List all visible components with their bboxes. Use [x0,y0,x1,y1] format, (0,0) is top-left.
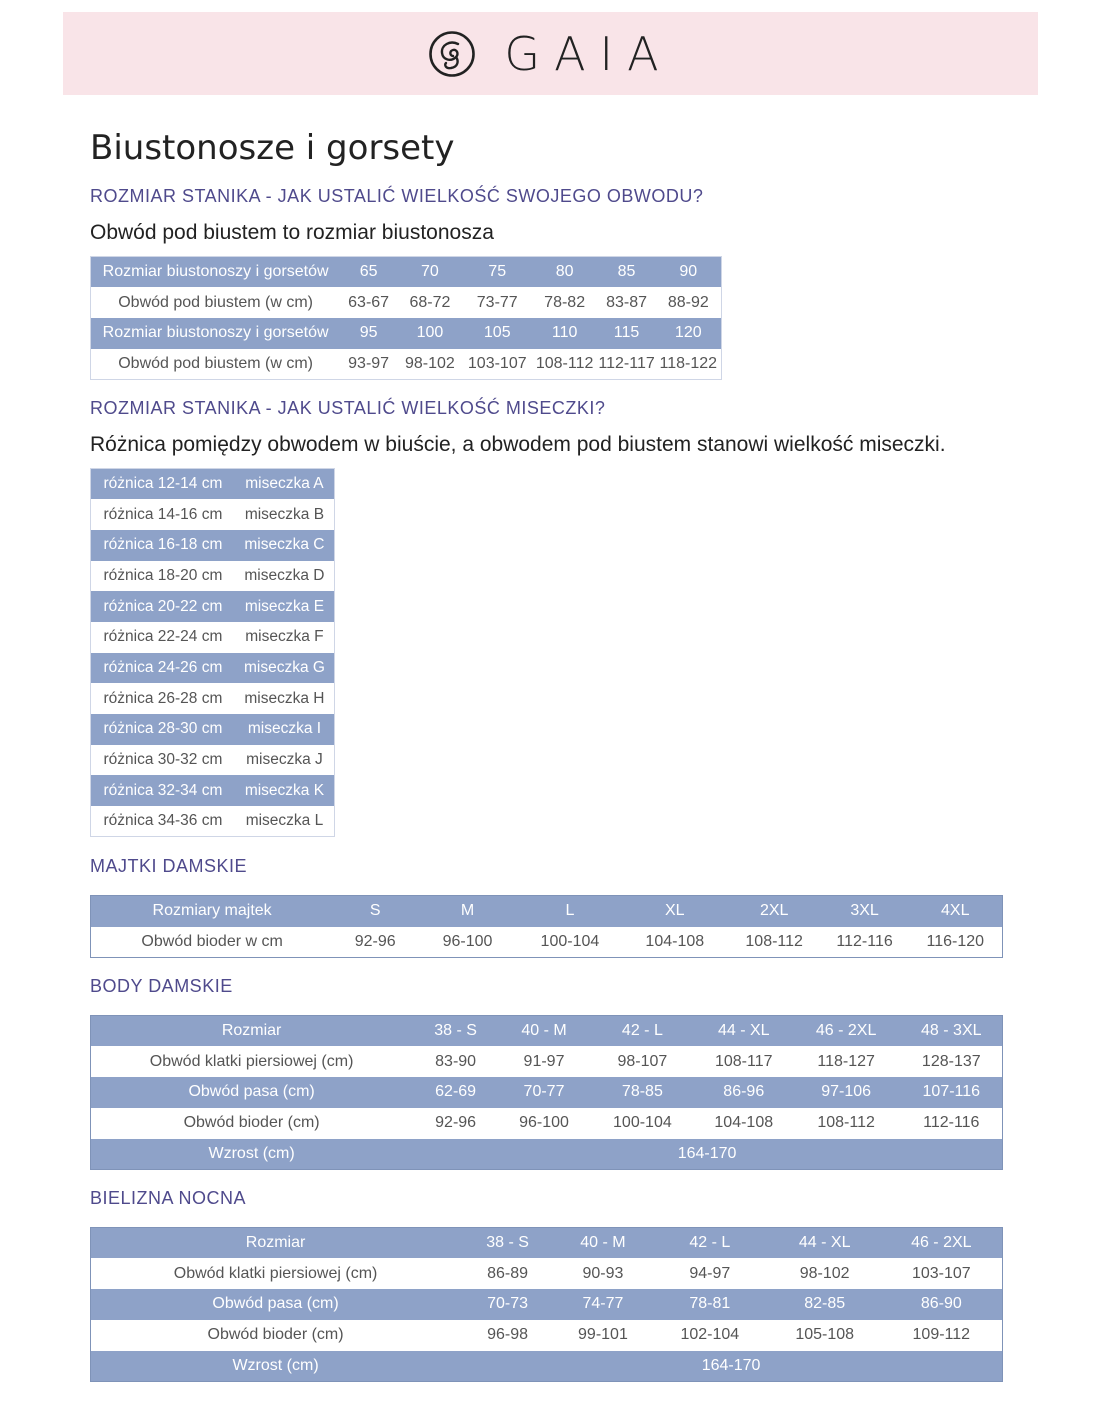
bielizna-table-cell: Obwód klatki piersiowej (cm) [91,1258,461,1289]
bra-table-cell: 112-117 [598,349,656,380]
gaia-swirl-logo-icon [428,30,476,78]
body-table-row [91,1016,1003,1047]
bielizna-table-cell: 96-98 [460,1320,555,1351]
bielizna-table-cell: 90-93 [555,1258,651,1289]
body-table-cell: 78-85 [589,1077,696,1108]
majtki-heading: MAJTKI DAMSKIE [90,856,248,876]
cup-table-cell: różnica 16-18 cm [91,530,235,561]
body-table-cell: 104-108 [696,1108,792,1139]
majtki-table-row [91,896,1003,927]
majtki-table-cell: 96-100 [417,927,518,958]
bielizna-table-height-value: 164-170 [460,1351,1002,1382]
bielizna-table-cell: 109-112 [881,1320,1003,1351]
cup-table-cell: różnica 30-32 cm [91,745,235,776]
bra-table-cell: 93-97 [340,349,397,380]
cup-section-lead: Różnica pomiędzy obwodem w biuście, a obwodem pod biustem stanowi wielkość miseczki. [90,433,946,456]
bielizna-size-table [90,1227,1003,1382]
bielizna-table-height-label: Wzrost (cm) [91,1351,461,1382]
cup-size-table-body [91,469,335,837]
cup-table-cell: różnica 20-22 cm [91,591,235,622]
brand-header [63,12,1038,95]
body-table-height-value: 164-170 [412,1139,1002,1170]
majtki-table-cell: L [518,896,622,927]
bra-table-cell: 105 [463,318,532,349]
body-table-cell: 97-106 [792,1077,901,1108]
body-table-cell: 91-97 [499,1046,589,1077]
cup-section-heading: ROZMIAR STANIKA - JAK USTALIĆ WIELKOŚĆ MISECZKI? [90,398,606,418]
bra-table-cell: 90 [656,257,722,288]
body-table-cell: 42 - L [589,1016,696,1047]
bra-table-cell: 83-87 [598,287,656,318]
bielizna-table-cell: Obwód pasa (cm) [91,1289,461,1320]
majtki-table-cell: 4XL [909,896,1003,927]
body-table-cell: Obwód bioder (cm) [91,1108,413,1139]
bra-table-cell: 75 [463,257,532,288]
bra-table-cell: 65 [340,257,397,288]
bielizna-table-cell: 46 - 2XL [881,1228,1003,1259]
body-table-cell: 92-96 [412,1108,499,1139]
cup-size-table [90,468,335,837]
body-size-table [90,1015,1003,1170]
body-table-cell: 44 - XL [696,1016,792,1047]
bra-table-cell: 80 [532,257,598,288]
bielizna-table-cell: 44 - XL [769,1228,881,1259]
body-table-cell: 108-117 [696,1046,792,1077]
bielizna-table-cell: 42 - L [651,1228,769,1259]
bra-table-cell: 73-77 [463,287,532,318]
majtki-table-row [91,927,1003,958]
body-table-height-label: Wzrost (cm) [91,1139,413,1170]
body-table-cell: 112-116 [901,1108,1003,1139]
cup-table-row [91,469,335,500]
majtki-size-table [90,895,1003,958]
bielizna-table-cell: Obwód bioder (cm) [91,1320,461,1351]
majtki-table-cell: 3XL [821,896,909,927]
bra-table-cell: 88-92 [656,287,722,318]
bra-table-cell: Rozmiar biustonoszy i gorsetów [91,257,341,288]
body-table-cell: 62-69 [412,1077,499,1108]
cup-table-row [91,775,335,806]
body-table-height-row [91,1139,1003,1170]
cup-table-cell: miseczka G [235,653,335,684]
bra-table-cell: Rozmiar biustonoszy i gorsetów [91,318,341,349]
cup-table-cell: miseczka J [235,745,335,776]
body-table-row [91,1108,1003,1139]
cup-table-cell: miseczka E [235,591,335,622]
bra-size-table [90,256,722,380]
bra-table-cell: 120 [656,318,722,349]
bielizna-table-row [91,1320,1003,1351]
bielizna-heading: BIELIZNA NOCNA [90,1188,247,1208]
body-table-row [91,1077,1003,1108]
cup-table-cell: różnica 24-26 cm [91,653,235,684]
bielizna-table-cell: 105-108 [769,1320,881,1351]
bielizna-table-cell: Rozmiar [91,1228,461,1259]
body-table-cell: Obwód klatki piersiowej (cm) [91,1046,413,1077]
cup-table-cell: miseczka B [235,499,335,530]
bielizna-size-table-body [91,1228,1003,1382]
majtki-table-cell: Obwód bioder w cm [91,927,334,958]
brand-logo[interactable] [428,26,673,81]
cup-table-row [91,714,335,745]
cup-table-cell: miseczka L [235,806,335,837]
bielizna-table-cell: 102-104 [651,1320,769,1351]
cup-table-cell: miseczka A [235,469,335,500]
bra-table-cell: 70 [397,257,463,288]
bra-table-row [91,257,722,288]
bielizna-table-cell: 98-102 [769,1258,881,1289]
body-table-cell: 70-77 [499,1077,589,1108]
bra-table-row [91,349,722,380]
majtki-table-cell: S [333,896,417,927]
page-title: Biustonosze i gorsety [90,128,455,168]
bra-table-cell: 115 [598,318,656,349]
bra-section-heading: ROZMIAR STANIKA - JAK USTALIĆ WIELKOŚĆ SWOJEGO OBWODU? [90,186,704,206]
cup-table-cell: różnica 22-24 cm [91,622,235,653]
body-table-cell: 86-96 [696,1077,792,1108]
bra-table-row [91,318,722,349]
bielizna-table-cell: 74-77 [555,1289,651,1320]
bra-table-cell: Obwód pod biustem (w cm) [91,287,341,318]
majtki-size-table-body [91,896,1003,958]
body-table-cell: 98-107 [589,1046,696,1077]
bra-table-cell: 103-107 [463,349,532,380]
cup-table-cell: miseczka C [235,530,335,561]
body-table-row [91,1046,1003,1077]
bra-section-lead: Obwód pod biustem to rozmiar biustonosza [90,221,494,244]
bra-size-table-body [91,257,722,380]
body-table-cell: 118-127 [792,1046,901,1077]
cup-table-cell: różnica 28-30 cm [91,714,235,745]
body-table-cell: 48 - 3XL [901,1016,1003,1047]
body-table-cell: 107-116 [901,1077,1003,1108]
majtki-table-cell: 92-96 [333,927,417,958]
cup-table-cell: różnica 12-14 cm [91,469,235,500]
bra-table-cell: Obwód pod biustem (w cm) [91,349,341,380]
majtki-table-cell: Rozmiary majtek [91,896,334,927]
cup-table-cell: miseczka K [235,775,335,806]
majtki-table-cell: 108-112 [728,927,821,958]
majtki-table-cell: 112-116 [821,927,909,958]
cup-table-cell: różnica 14-16 cm [91,499,235,530]
brand-name: GAIA [504,26,673,81]
bra-table-cell: 95 [340,318,397,349]
body-table-cell: Rozmiar [91,1016,413,1047]
cup-table-cell: różnica 34-36 cm [91,806,235,837]
majtki-table-cell: 2XL [728,896,821,927]
body-size-table-body [91,1016,1003,1170]
cup-table-cell: miseczka F [235,622,335,653]
bielizna-table-cell: 82-85 [769,1289,881,1320]
cup-table-cell: miseczka H [235,683,335,714]
bra-table-cell: 108-112 [532,349,598,380]
bra-table-cell: 78-82 [532,287,598,318]
bra-table-row [91,287,722,318]
majtki-table-cell: 100-104 [518,927,622,958]
bielizna-table-height-row [91,1351,1003,1382]
majtki-table-cell: 116-120 [909,927,1003,958]
bielizna-table-row [91,1228,1003,1259]
bielizna-table-cell: 38 - S [460,1228,555,1259]
body-table-cell: 108-112 [792,1108,901,1139]
bra-table-cell: 118-122 [656,349,722,380]
body-table-cell: 46 - 2XL [792,1016,901,1047]
cup-table-cell: miseczka D [235,561,335,592]
bielizna-table-row [91,1258,1003,1289]
cup-table-row [91,530,335,561]
body-table-cell: Obwód pasa (cm) [91,1077,413,1108]
cup-table-cell: różnica 18-20 cm [91,561,235,592]
cup-table-row [91,653,335,684]
cup-table-row [91,806,335,837]
cup-table-cell: miseczka I [235,714,335,745]
bra-table-cell: 68-72 [397,287,463,318]
bielizna-table-cell: 70-73 [460,1289,555,1320]
cup-table-row [91,591,335,622]
bielizna-table-row [91,1289,1003,1320]
cup-table-row [91,683,335,714]
body-heading: BODY DAMSKIE [90,976,233,996]
body-table-cell: 96-100 [499,1108,589,1139]
cup-table-cell: różnica 32-34 cm [91,775,235,806]
cup-table-row [91,499,335,530]
bielizna-table-cell: 103-107 [881,1258,1003,1289]
cup-table-row [91,745,335,776]
bielizna-table-cell: 99-101 [555,1320,651,1351]
bra-table-cell: 63-67 [340,287,397,318]
body-table-cell: 40 - M [499,1016,589,1047]
bielizna-table-cell: 78-81 [651,1289,769,1320]
majtki-table-cell: 104-108 [622,927,728,958]
bielizna-table-cell: 86-90 [881,1289,1003,1320]
majtki-table-cell: XL [622,896,728,927]
bra-table-cell: 110 [532,318,598,349]
bielizna-table-cell: 40 - M [555,1228,651,1259]
bielizna-table-cell: 94-97 [651,1258,769,1289]
cup-table-row [91,622,335,653]
majtki-table-cell: M [417,896,518,927]
bra-table-cell: 85 [598,257,656,288]
body-table-cell: 128-137 [901,1046,1003,1077]
bra-table-cell: 98-102 [397,349,463,380]
bielizna-table-cell: 86-89 [460,1258,555,1289]
bra-table-cell: 100 [397,318,463,349]
body-table-cell: 83-90 [412,1046,499,1077]
body-table-cell: 38 - S [412,1016,499,1047]
body-table-cell: 100-104 [589,1108,696,1139]
cup-table-row [91,561,335,592]
cup-table-cell: różnica 26-28 cm [91,683,235,714]
